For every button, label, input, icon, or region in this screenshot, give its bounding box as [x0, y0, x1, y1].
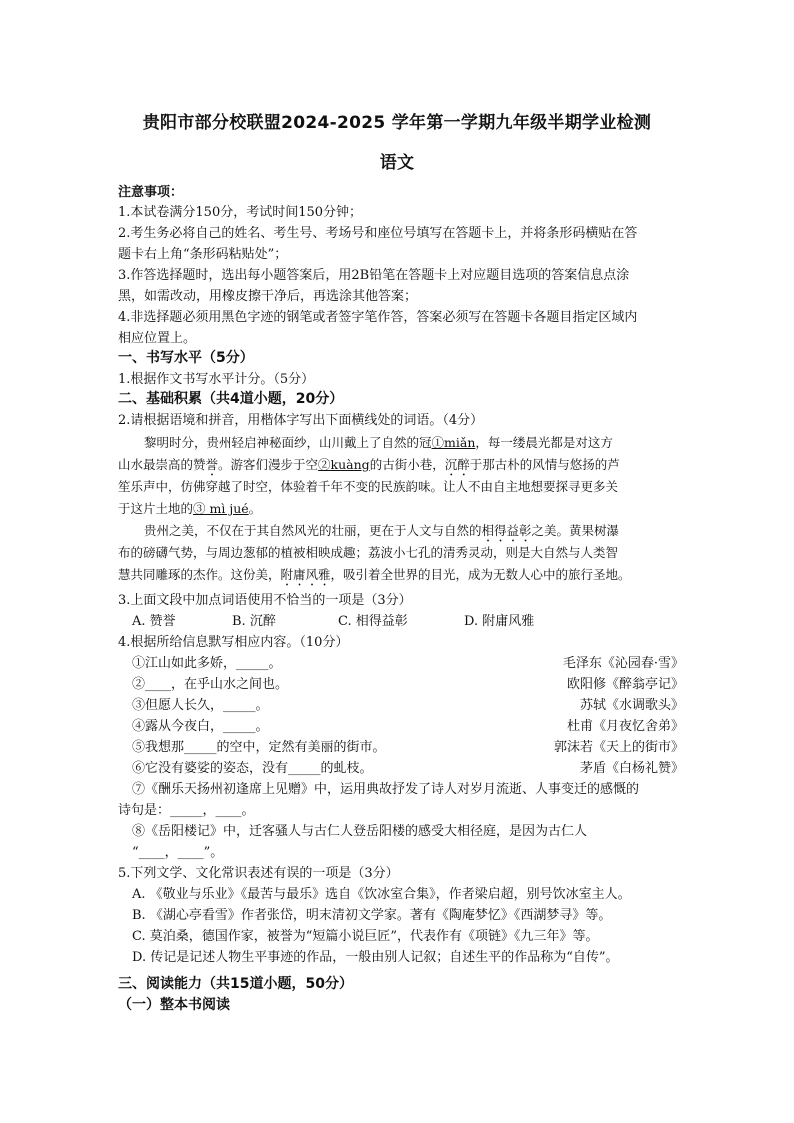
question-5-prompt: 5.下列文学、文化常识表述有误的一项是（3分）	[118, 866, 399, 881]
option-b: B. 沉醉	[232, 614, 276, 629]
recite-item: 诗句是：_____，____。	[118, 803, 255, 818]
recite-item: ⑥它没有婆娑的姿态，没有_____的虬枝。 茅盾《白杨礼赞》	[132, 761, 684, 776]
recite-item: ④露从今夜白，_____。 杜甫《月夜忆舍弟》	[132, 719, 684, 734]
blank-2: ②kuàng	[318, 457, 370, 472]
notice-item: 题卡右上角“条形码粘贴处”；	[118, 247, 288, 262]
option-b: B. 《湖心亭看雪》作者张岱，明末清初文学家。著有《陶庵梦忆》《西湖梦寻》等。	[132, 908, 612, 923]
option-c: C. 莫泊桑，德国作家，被誉为“短篇小说巨匠”，代表作有《项链》《九三年》等。	[132, 929, 599, 944]
question-3-options	[118, 612, 684, 631]
recite-source: 郭沫若《天上的街市》	[553, 740, 684, 755]
section-heading: 一、书写水平（5分）	[118, 350, 254, 366]
option-d: D. 附庸风雅	[464, 614, 535, 629]
exam-title: 贵阳市部分校联盟2024-2025 学年第一学期九年级半期学业检测	[142, 113, 652, 133]
option-c: C. 相得益彰	[338, 614, 408, 629]
question-2-prompt: 2.请根据语境和拼音，用楷体字写出下面横线处的词语。（4分）	[118, 413, 484, 428]
recite-source: 苏轼《水调歌头》	[579, 698, 684, 713]
notice-item: 4.非选择题必须用黑色字迹的钢笔或者签字笔作答，答案必须写在答题卡各题目指定区域内	[118, 310, 638, 325]
notice-heading: 注意事项：	[118, 185, 184, 200]
notice-item: 2.考生务必将自己的姓名、考生号、考场号和座位号填写在答题卡上，并将条形码横贴在答	[118, 226, 638, 241]
recite-item: ⑦《酬乐天扬州初逢席上见赠》中，运用典故抒发了诗人对岁月流逝、人事变迁的感慨的	[132, 782, 640, 797]
passage-line: 黎明时分，贵州轻启神秘面纱，山川戴上了自然的冠①miǎn，每一缕晨光都是对这方	[144, 435, 613, 450]
passage-line: 布的磅礴气势，与周边葱郁的植被相映成趣；荔波小七孔的清秀灵动，则是大自然与人类智	[118, 545, 619, 560]
section-heading: 二、基础积累（共4道小题，20分）	[118, 391, 344, 407]
recite-item: ⑤我想那_____的空中，定然有美丽的街市。 郭沫若《天上的街市》	[132, 740, 684, 755]
passage-line: 于这片土地的③ mì jué。	[118, 501, 262, 516]
question-4-prompt: 4.根据所给信息默写相应内容。（10分）	[118, 635, 349, 650]
recite-source: 毛泽东《沁园春·雪》	[562, 656, 684, 671]
option-a: A. 《敬业与乐业》《最苦与最乐》选自《饮冰室合集》，作者梁启超，别号饮冰室主人。	[132, 887, 631, 902]
question-3-prompt: 3.上面文段中加点词语使用不恰当的一项是（3分）	[118, 593, 412, 608]
recite-item: ②____，在乎山水之间也。 欧阳修《醉翁亭记》	[132, 677, 684, 692]
recite-item: ③但愿人长久，_____。 苏轼《水调歌头》	[132, 698, 684, 713]
question-1: 1.根据作文书写水平计分。（5分）	[118, 372, 315, 387]
passage-line: 慧共同雕琢的杰作。这份美，附庸风雅，吸引着全世界的目光，成为无数人心中的旅行圣地。	[118, 567, 631, 582]
subsection-heading: （一）整本书阅读	[118, 997, 230, 1013]
recite-source: 杜甫《月夜忆舍弟》	[566, 719, 684, 734]
notice-item: 1.本试卷满分150分，考试时间150分钟；	[118, 205, 363, 220]
notice-item: 3.作答选择题时，选出每小题答案后，用2B铅笔在答题卡上对应题目选项的答案信息点涂	[118, 268, 630, 283]
recite-item: ⑧《岳阳楼记》中，迁客骚人与古仁人登岳阳楼的感受大相径庭，是因为古仁人	[132, 824, 588, 839]
recite-item: ①江山如此多娇，_____。 毛泽东《沁园春·雪》	[132, 656, 684, 671]
blank-1: ①miǎn	[431, 435, 476, 450]
option-d: D. 传记是记述人物生平事迹的作品，一般由别人记叙；自述生平的作品称为“自传”。	[132, 950, 619, 965]
passage-line: 贵州之美，不仅在于其自然风光的壮丽，更在于人文与自然的相得益彰之美。黄果树瀑	[144, 523, 620, 538]
subject-title: 语文	[379, 153, 415, 173]
blank-3: ③ mì jué	[193, 501, 249, 516]
recite-item: “____，____”。	[132, 845, 224, 860]
option-a: A. 赞誉	[132, 614, 176, 629]
passage-line: 山水最崇高的赞誉。游客们漫步于空②kuàng的古街小巷，沉醉于那古朴的风情与悠扬的芦	[118, 457, 620, 472]
notice-item: 相应位置上。	[118, 331, 197, 346]
passage-line: 笙乐声中，仿佛穿越了时空，体验着千年不变的民族韵味。让人不由自主地想要探寻更多关	[118, 479, 619, 494]
section-heading: 三、阅读能力（共15道小题，50分）	[118, 976, 353, 992]
recite-source: 欧阳修《醉翁亭记》	[566, 677, 684, 692]
recite-source: 茅盾《白杨礼赞》	[579, 761, 684, 776]
notice-item: 黑，如需改动，用橡皮擦干净后，再选涂其他答案；	[118, 289, 418, 304]
